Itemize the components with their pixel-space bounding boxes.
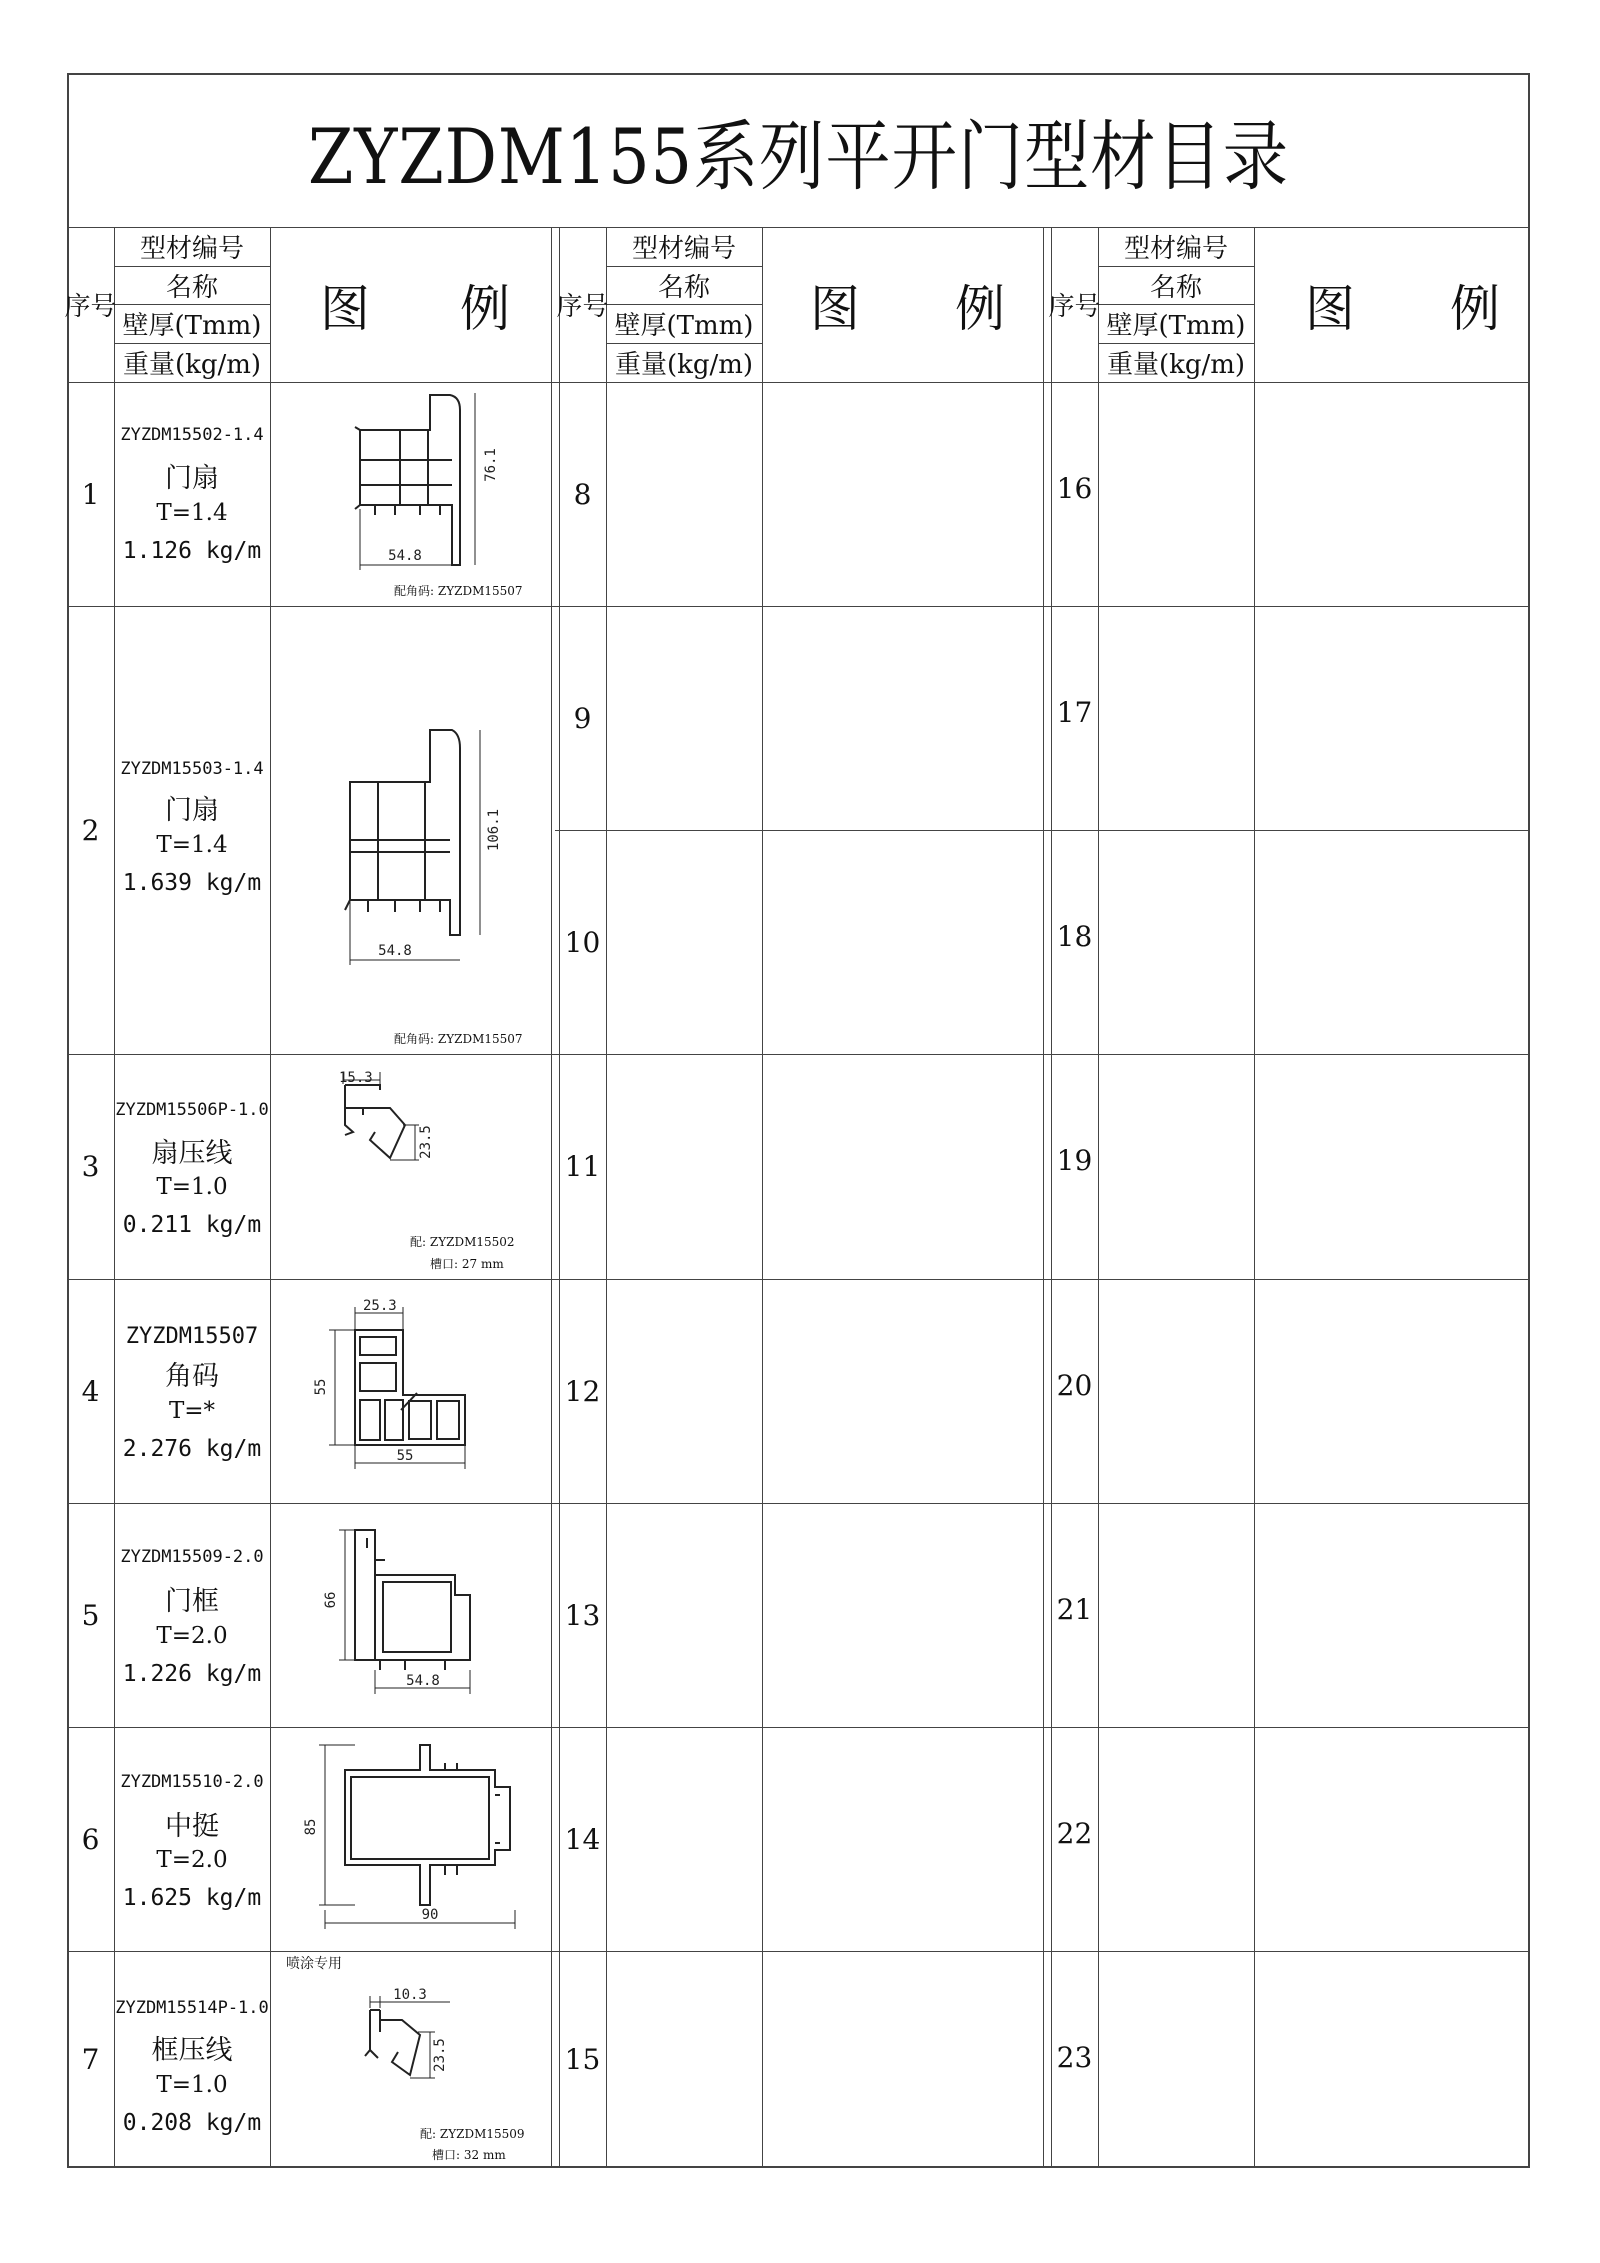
col-divider	[1043, 227, 1044, 2168]
dim-height: 55	[313, 1378, 329, 1396]
row-seq: 22	[1056, 1816, 1093, 1850]
dim-top: 25.3	[363, 1298, 397, 1314]
profile-name: 扇压线	[151, 1137, 233, 1169]
row-divider	[67, 1054, 1530, 1055]
profile-note: 配角码: ZYZDM15507	[394, 584, 523, 598]
profile-weight: 1.639 kg/m	[122, 870, 262, 896]
profile-thickness: T=1.4	[156, 500, 228, 526]
row-divider	[67, 1727, 1530, 1728]
col-divider	[762, 227, 763, 2168]
dim-height: 106.1	[486, 808, 502, 852]
dim-height: 23.5	[418, 1125, 434, 1159]
profile-weight: 0.208 kg/m	[122, 2110, 262, 2136]
row-seq: 16	[1056, 471, 1093, 505]
header-legend-left: 图	[320, 279, 370, 338]
header-seq: 序号	[64, 292, 117, 322]
profile-drawing	[295, 1735, 535, 1935]
row-seq: 21	[1056, 1592, 1093, 1626]
row-seq: 7	[81, 2043, 100, 2076]
row-seq: 2	[81, 813, 100, 847]
profile-code: ZYZDM15509-2.0	[120, 1547, 264, 1567]
dim-width: 90	[421, 1907, 439, 1923]
header-thickness: 壁厚(Tmm)	[1106, 311, 1246, 341]
row-seq: 23	[1056, 2040, 1093, 2074]
header-legend-right: 例	[1450, 279, 1500, 338]
profile-name: 框压线	[151, 2034, 233, 2066]
profile-drawing	[330, 720, 520, 980]
header-divider	[67, 382, 1530, 383]
header-code: 型材编号	[631, 234, 736, 264]
profile-drawing	[340, 385, 520, 575]
row-seq: 6	[81, 1822, 100, 1856]
row-seq: 11	[564, 1150, 601, 1183]
profile-code: ZYZDM15502-1.4	[120, 425, 264, 445]
header-weight: 重量(kg/m)	[614, 350, 754, 380]
profile-thickness: T=1.0	[156, 2072, 228, 2098]
dim-width: 54.8	[406, 1673, 440, 1689]
profile-thickness: T=2.0	[156, 1623, 228, 1649]
header-code: 型材编号	[139, 234, 244, 264]
profile-code: ZYZDM15507	[125, 1323, 259, 1349]
profile-note-slot: 槽口: 32 mm	[432, 2148, 506, 2162]
row-seq: 17	[1056, 695, 1093, 729]
dim-width: 54.8	[378, 943, 412, 959]
dim-width: 15.3	[339, 1070, 373, 1086]
dim-width: 10.3	[393, 1987, 427, 2003]
profile-thickness: T=*	[168, 1398, 216, 1424]
profile-weight: 2.276 kg/m	[122, 1436, 262, 1462]
page-frame	[64, 73, 1530, 2168]
profile-drawing	[340, 1987, 460, 2100]
row-seq: 3	[81, 1150, 100, 1183]
dim-height: 66	[323, 1591, 339, 1609]
header-weight: 重量(kg/m)	[122, 350, 262, 380]
header-name: 名称	[657, 272, 710, 303]
header-legend-left: 图	[1305, 279, 1355, 338]
profile-name: 中挺	[165, 1810, 219, 1842]
profile-weight: 1.126 kg/m	[122, 538, 262, 564]
col-divider	[606, 227, 607, 2168]
row-seq: 12	[564, 1374, 601, 1408]
col-divider	[1254, 227, 1255, 2168]
profile-drawing	[305, 1285, 485, 1475]
row-divider	[67, 1279, 1530, 1280]
header-weight: 重量(kg/m)	[1106, 350, 1246, 380]
header-name: 名称	[165, 272, 218, 303]
row-seq: 4	[81, 1374, 100, 1408]
profile-thickness: T=1.4	[156, 832, 228, 858]
profile-name: 角码	[165, 1360, 219, 1392]
row-seq: 9	[573, 701, 592, 735]
header-seq: 序号	[1048, 292, 1101, 322]
row-divider	[67, 1503, 1530, 1504]
profile-name: 门扇	[165, 794, 219, 826]
row-divider	[67, 606, 1530, 607]
header-thickness: 壁厚(Tmm)	[122, 311, 262, 341]
col-divider	[1098, 227, 1099, 2168]
profile-code: ZYZDM15503-1.4	[120, 759, 264, 779]
row-seq: 14	[564, 1822, 601, 1856]
row-seq: 15	[564, 2043, 601, 2076]
row-seq: 18	[1056, 919, 1093, 953]
dim-width: 54.8	[388, 548, 422, 564]
row-divider	[67, 1951, 1530, 1952]
profile-note: 配角码: ZYZDM15507	[394, 1032, 523, 1046]
profile-weight: 1.226 kg/m	[122, 1661, 262, 1687]
row-seq: 20	[1056, 1368, 1093, 1402]
header-name: 名称	[1149, 272, 1202, 303]
page-title: ZYZDM155系列平开门型材目录	[308, 111, 1289, 201]
profile-code: ZYZDM15514P-1.0	[115, 1998, 269, 2018]
profile-thickness: T=2.0	[156, 1847, 228, 1873]
profile-drawing	[305, 1520, 485, 1710]
dim-width: 55	[396, 1448, 414, 1464]
profile-note: 配: ZYZDM15509	[420, 2127, 525, 2141]
row-seq: 19	[1056, 1143, 1093, 1177]
row-seq: 13	[564, 1598, 601, 1632]
profile-weight: 0.211 kg/m	[122, 1212, 262, 1238]
header-seq: 序号	[556, 292, 609, 322]
dim-height: 76.1	[483, 448, 499, 482]
header-thickness: 壁厚(Tmm)	[614, 311, 754, 341]
header-code: 型材编号	[1123, 234, 1228, 264]
profile-note: 配: ZYZDM15502	[410, 1235, 515, 1249]
profile-drawing	[335, 1070, 455, 1180]
profile-note-slot: 槽口: 27 mm	[430, 1257, 504, 1271]
row-seq: 10	[564, 925, 601, 959]
profile-thickness: T=1.0	[156, 1174, 228, 1200]
row-seq: 5	[81, 1598, 100, 1632]
row-seq: 1	[81, 477, 100, 511]
col-divider	[551, 227, 552, 2168]
profile-name: 门框	[165, 1585, 219, 1617]
header-legend-right: 例	[460, 279, 510, 338]
profile-weight: 1.625 kg/m	[122, 1885, 262, 1911]
dim-height: 23.5	[432, 2038, 448, 2072]
dim-height: 85	[303, 1818, 319, 1836]
profile-note: 喷涂专用	[286, 1956, 342, 1972]
header-legend-right: 例	[955, 279, 1005, 338]
profile-name: 门扇	[165, 462, 219, 494]
header-legend-left: 图	[810, 279, 860, 338]
row-seq: 8	[573, 477, 592, 511]
profile-code: ZYZDM15506P-1.0	[115, 1100, 269, 1120]
profile-code: ZYZDM15510-2.0	[120, 1772, 264, 1792]
col-divider	[270, 227, 271, 2168]
